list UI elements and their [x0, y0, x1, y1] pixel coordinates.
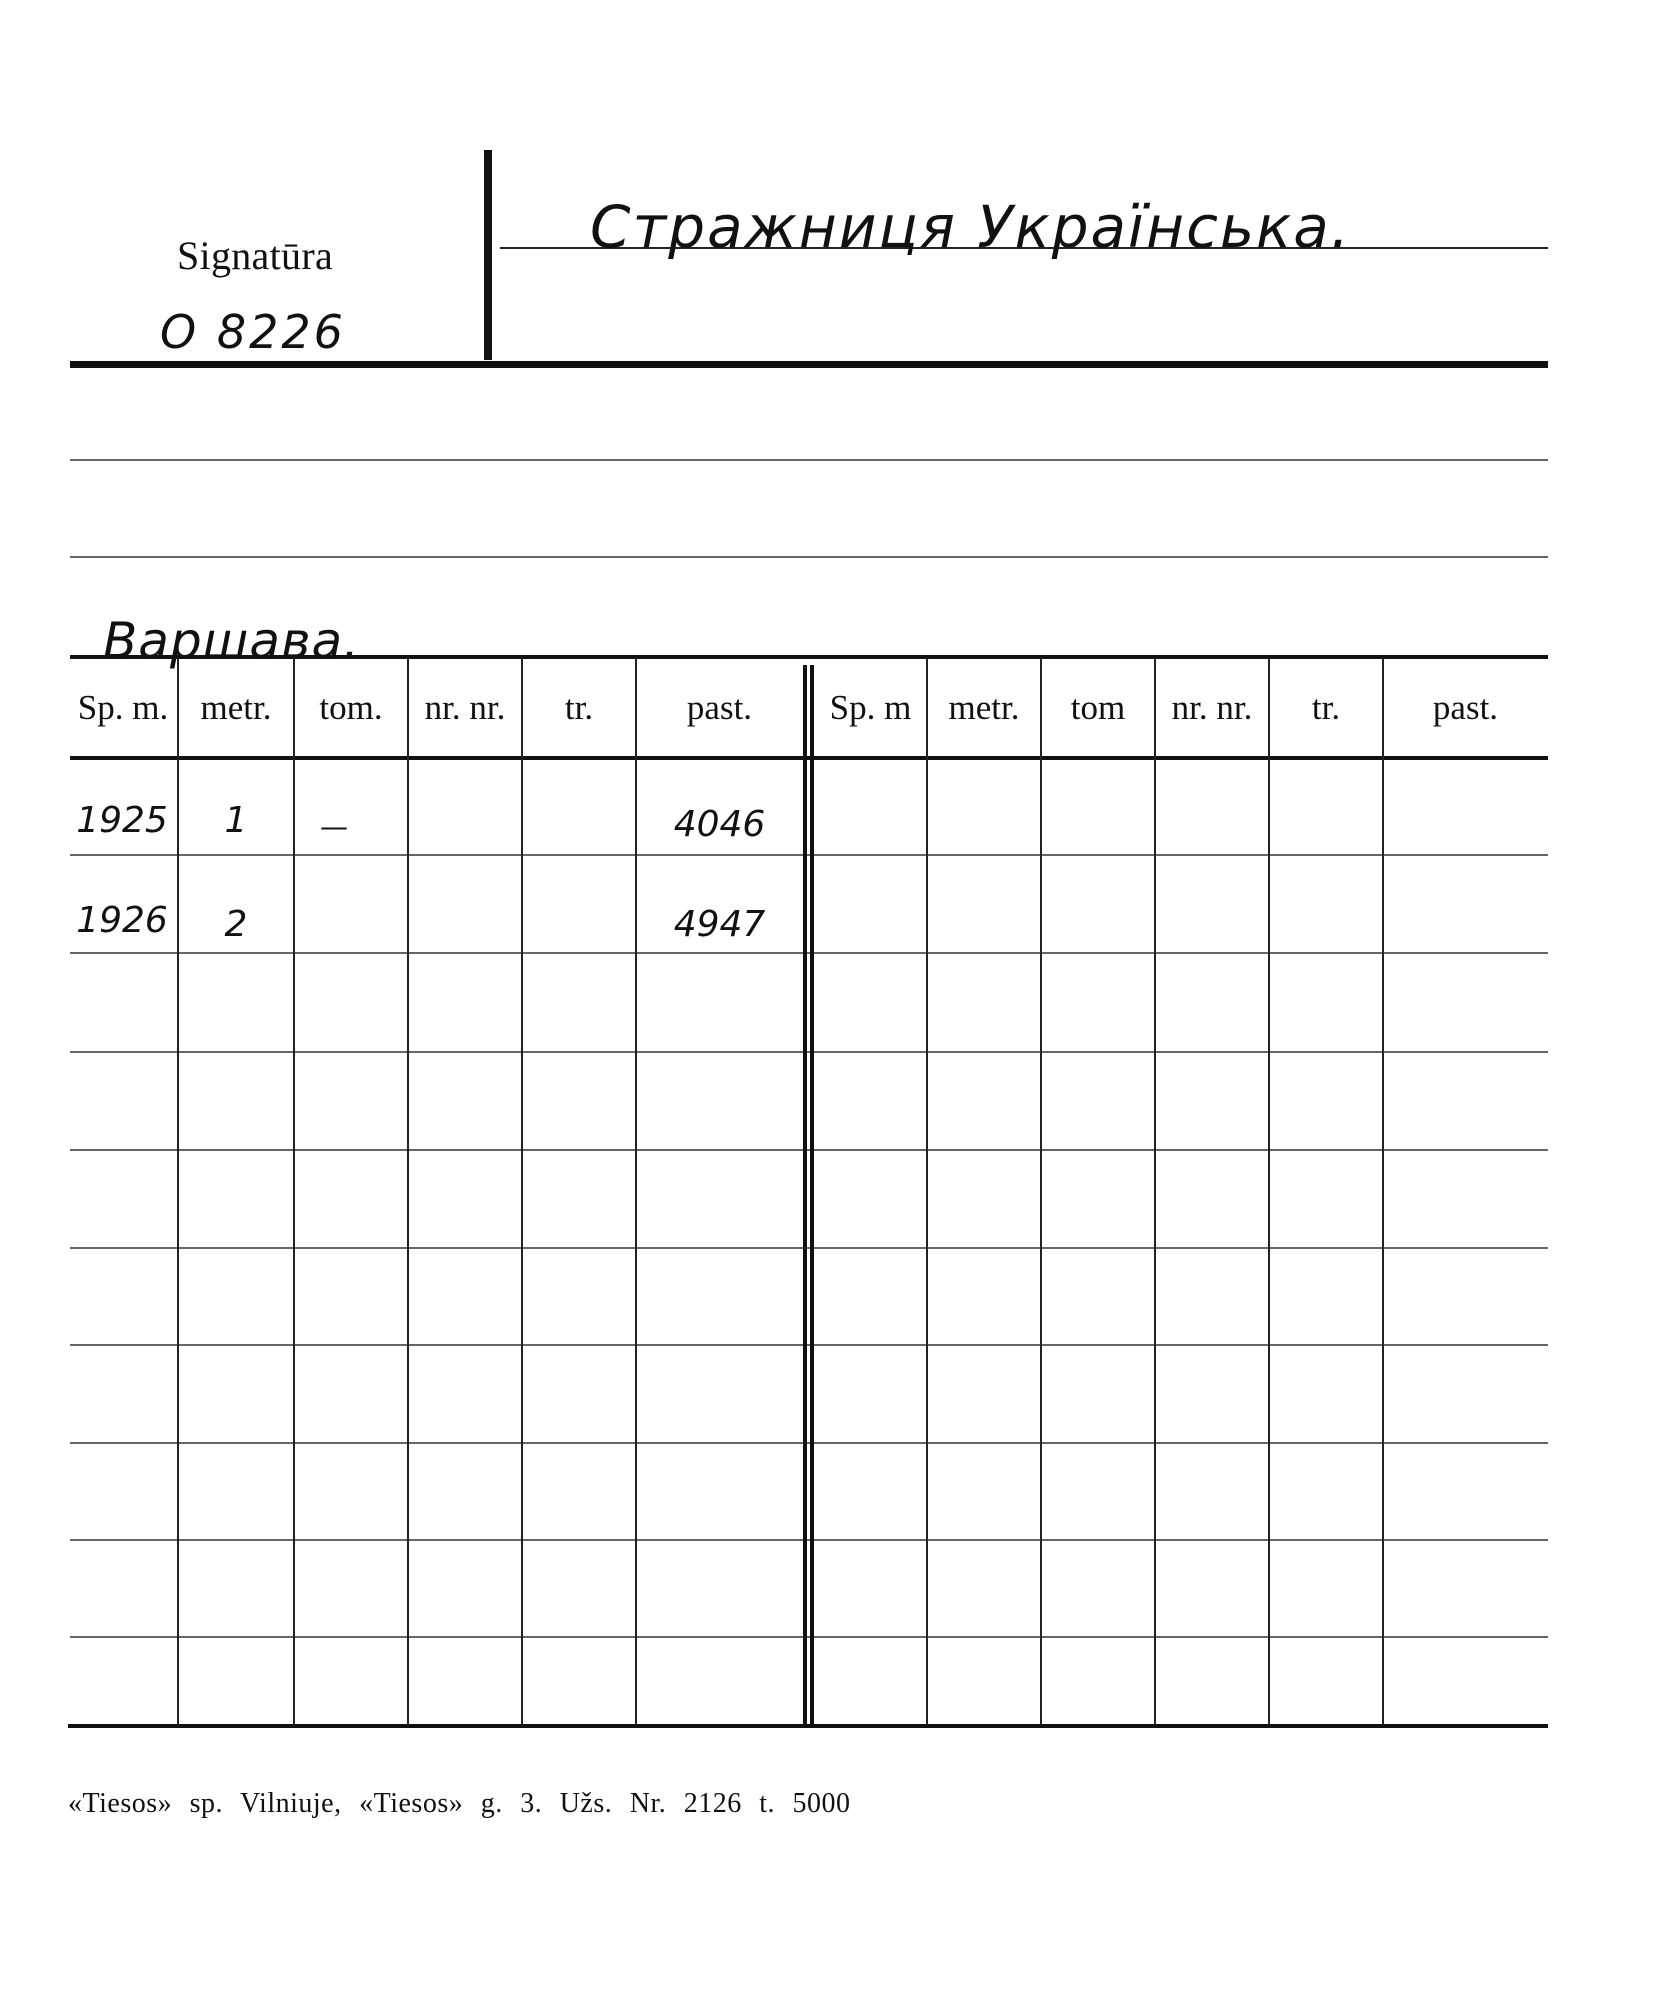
cell-sp-m: 1926: [76, 900, 168, 941]
center-divider: [803, 665, 807, 1724]
col-header-past: past.: [686, 688, 753, 727]
col-header-past-2: past.: [1432, 688, 1499, 727]
cell-metr: 2: [224, 904, 248, 945]
col-header-sp-m: Sp. m.: [77, 688, 169, 727]
table-bottom-rule: [68, 1724, 1548, 1728]
col-header-tom: tom.: [319, 688, 383, 727]
printer-footer: «Tiesos» sp. Vilniuje, «Tiesos» g. 3. Užs. Nr. 2126 t. 5000: [68, 1788, 851, 1819]
card-title: Стражниця Українська.: [590, 193, 1352, 261]
col-header-tr-2: tr.: [1311, 688, 1341, 727]
row-lines: [70, 855, 1548, 1637]
cell-past: 4046: [673, 804, 766, 845]
col-header-sp-m-2: Sp. m: [829, 688, 912, 727]
col-header-nr-nr-2: nr. nr.: [1171, 688, 1253, 727]
center-divider: [810, 665, 814, 1724]
col-header-metr: metr.: [200, 688, 272, 727]
col-header-nr-nr: nr. nr.: [424, 688, 506, 727]
header-divider: [484, 150, 492, 360]
col-header-tom-2: tom: [1070, 688, 1126, 727]
signature-label: Signatūra: [177, 233, 334, 278]
cell-sp-m: 1925: [76, 800, 168, 841]
place-of-publication: Варшава.: [103, 612, 361, 670]
col-header-metr-2: metr.: [948, 688, 1020, 727]
cell-metr: 1: [224, 800, 248, 841]
cell-tom: —: [320, 810, 348, 843]
cell-past: 4947: [673, 904, 766, 945]
col-header-tr: tr.: [564, 688, 594, 727]
signature-number: O 8226: [160, 305, 346, 359]
header-rule: [70, 361, 1548, 368]
table-header-rule: [70, 756, 1548, 760]
